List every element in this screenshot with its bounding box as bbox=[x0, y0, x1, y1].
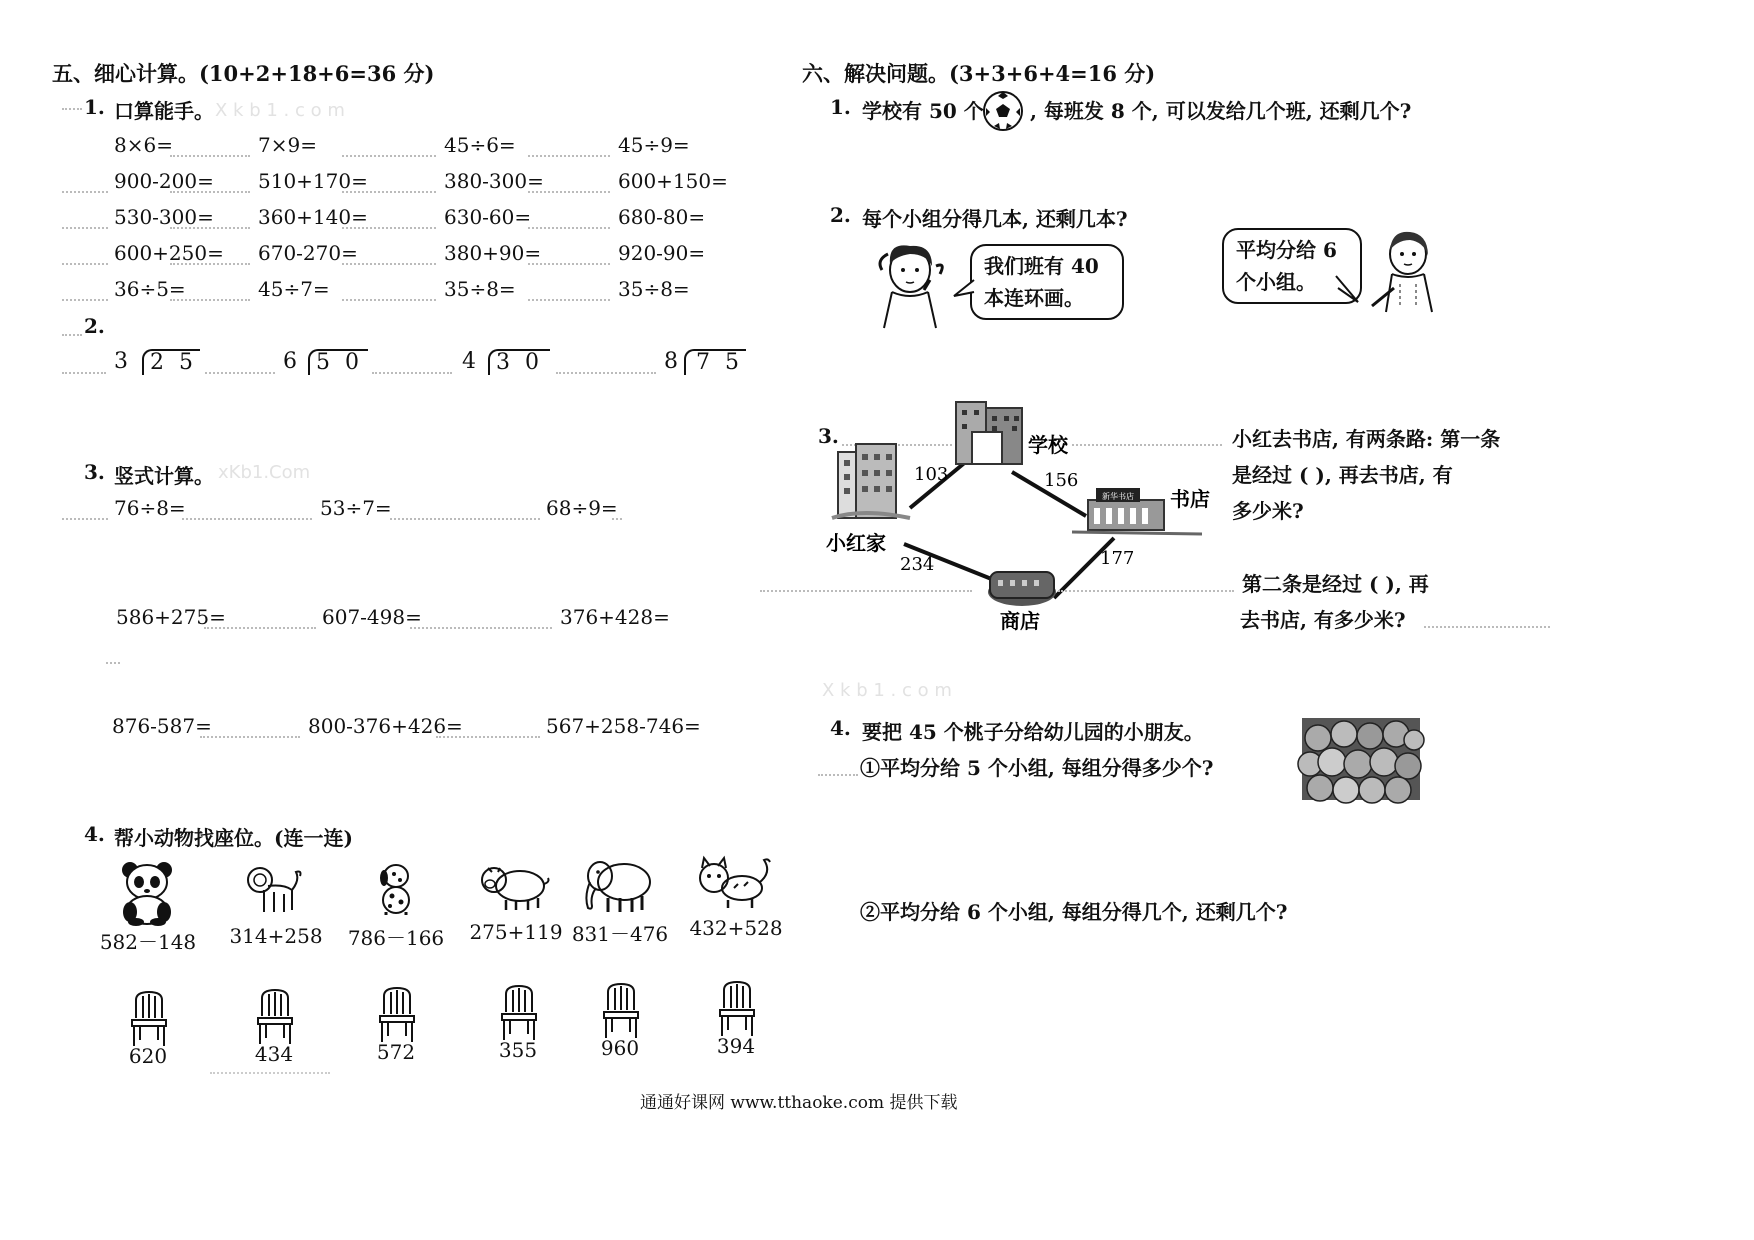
chair-number: 434 bbox=[254, 1042, 294, 1066]
dividend: 5 0 bbox=[316, 350, 363, 375]
svg-text:新华书店: 新华书店 bbox=[1102, 492, 1134, 501]
animal-expression: 582－148 bbox=[99, 930, 197, 954]
oral-calc-item: 670-270= bbox=[258, 241, 358, 265]
chair-icon bbox=[376, 986, 418, 1044]
panda-icon bbox=[118, 860, 176, 926]
speech-bubble-left: 我们班有 40 本连环画。 bbox=[970, 244, 1124, 320]
oral-calc-item: 35÷8= bbox=[444, 277, 516, 301]
calc-item: 68÷9= bbox=[546, 496, 618, 520]
shop-building-icon bbox=[988, 572, 1056, 606]
chair-icon bbox=[254, 988, 296, 1046]
dividend: 7 5 bbox=[696, 350, 743, 375]
chair-icon bbox=[128, 990, 170, 1048]
animal-expression: 786－166 bbox=[347, 926, 445, 950]
r-q3-text-line: 是经过 ( ), 再去书店, 有 bbox=[1232, 463, 1453, 487]
lion-icon bbox=[244, 866, 306, 918]
calc-item: 567+258-746= bbox=[546, 714, 701, 738]
oral-calc-item: 360+140= bbox=[258, 205, 368, 229]
speech-bubble-right: 平均分给 6 个小组。 bbox=[1222, 228, 1362, 304]
svg-text:书店: 书店 bbox=[1170, 487, 1210, 511]
chair-number: 572 bbox=[376, 1040, 416, 1064]
divisor: 4 bbox=[462, 349, 476, 374]
calc-item: 586+275= bbox=[116, 605, 226, 629]
oral-calc-item: 45÷9= bbox=[618, 133, 690, 157]
dividend: 2 5 bbox=[150, 350, 197, 375]
oral-calc-item: 35÷8= bbox=[618, 277, 690, 301]
oral-calc-item: 45÷6= bbox=[444, 133, 516, 157]
svg-text:小红家: 小红家 bbox=[826, 531, 886, 555]
watermark: X k b 1 . c o m bbox=[822, 680, 952, 701]
home-building-icon bbox=[832, 444, 910, 518]
oral-calc-item: 510+170= bbox=[258, 169, 368, 193]
r-q1-text-b: , 每班发 8 个, 可以发给几个班, 还剩几个? bbox=[1030, 99, 1412, 123]
peaches-photo bbox=[1302, 718, 1420, 800]
oral-calc-item: 680-80= bbox=[618, 205, 706, 229]
girl-right-icon bbox=[1366, 228, 1446, 314]
oral-calc-item: 380+90= bbox=[444, 241, 542, 265]
section-six-title: 六、解决问题。(3+3+6+4=16 分) bbox=[802, 61, 1156, 86]
watermark: X k b 1 . c o m bbox=[215, 100, 345, 121]
svg-text:学校: 学校 bbox=[1028, 433, 1068, 457]
oral-calc-item: 920-90= bbox=[618, 241, 706, 265]
bubble-tail bbox=[954, 280, 976, 306]
q3-label: 3. bbox=[84, 460, 105, 484]
calc-item: 607-498= bbox=[322, 605, 422, 629]
animal-expression: 432+528 bbox=[689, 916, 783, 940]
r-q1-text-a: 学校有 50 个 bbox=[862, 99, 984, 123]
dog-icon bbox=[372, 862, 420, 916]
oral-calc-item: 8×6= bbox=[114, 133, 173, 157]
divisor: 3 bbox=[114, 349, 128, 374]
r-q3-label: 3. bbox=[818, 424, 839, 448]
chair-number: 620 bbox=[128, 1044, 168, 1068]
cat-icon bbox=[694, 854, 774, 910]
animal-expression: 275+119 bbox=[469, 920, 563, 944]
oral-calc-item: 380-300= bbox=[444, 169, 544, 193]
dividend: 3 0 bbox=[496, 350, 543, 375]
school-building-icon bbox=[956, 402, 1022, 464]
calc-item: 800-376+426= bbox=[308, 714, 463, 738]
chair-number: 960 bbox=[600, 1036, 640, 1060]
r-q3-text2-line: 去书店, 有多少米? bbox=[1240, 608, 1406, 632]
q4-label: 4. bbox=[84, 822, 105, 846]
r-q2-label: 2. bbox=[830, 203, 851, 227]
chair-number: 394 bbox=[716, 1034, 756, 1058]
animal-expression: 314+258 bbox=[229, 924, 323, 948]
q1-label: 1. bbox=[84, 95, 105, 119]
divisor: 6 bbox=[283, 349, 297, 374]
elephant-icon bbox=[580, 856, 656, 914]
oral-calc-item: 7×9= bbox=[258, 133, 317, 157]
route-map bbox=[822, 396, 1210, 636]
q3-title: 竖式计算。 bbox=[114, 464, 214, 488]
q2-label: 2. bbox=[84, 314, 105, 338]
chair-icon bbox=[600, 982, 642, 1040]
r-q4-sub2: ②平均分给 6 个小组, 每组分得几个, 还剩几个? bbox=[860, 900, 1288, 924]
oral-calc-item: 45÷7= bbox=[258, 277, 330, 301]
svg-text:177: 177 bbox=[1100, 548, 1135, 569]
r-q2-text: 每个小组分得几本, 还剩几本? bbox=[862, 207, 1128, 231]
animal-expression: 831－476 bbox=[571, 922, 669, 946]
divisor: 8 bbox=[664, 349, 678, 374]
svg-text:156: 156 bbox=[1044, 470, 1079, 491]
svg-text:商店: 商店 bbox=[1000, 609, 1040, 633]
section-five-title: 五、细心计算。(10+2+18+6=36 分) bbox=[52, 61, 435, 86]
svg-text:103: 103 bbox=[914, 464, 949, 485]
r-q4-sub1: ①平均分给 5 个小组, 每组分得多少个? bbox=[860, 756, 1214, 780]
pig-icon bbox=[476, 862, 552, 912]
footer-text: 通通好课网 www.tthaoke.com 提供下载 bbox=[640, 1093, 958, 1113]
r-q3-text-line: 小红去书店, 有两条路: 第一条 bbox=[1232, 427, 1501, 451]
svg-text:234: 234 bbox=[900, 554, 935, 575]
r-q1-label: 1. bbox=[830, 95, 851, 119]
chair-icon bbox=[716, 980, 758, 1038]
r-q4-text: 要把 45 个桃子分给幼儿园的小朋友。 bbox=[862, 720, 1204, 744]
calc-item: 376+428= bbox=[560, 605, 670, 629]
watermark: xKb1.Com bbox=[218, 462, 311, 483]
soccer-ball-icon bbox=[982, 90, 1024, 132]
chair-icon bbox=[498, 984, 540, 1042]
r-q3-text-line: 多少米? bbox=[1232, 499, 1304, 523]
oral-calc-item: 900-200= bbox=[114, 169, 214, 193]
chair-number: 355 bbox=[498, 1038, 538, 1062]
oral-calc-item: 630-60= bbox=[444, 205, 532, 229]
q1-title: 口算能手。 bbox=[114, 99, 214, 123]
bubble-tail bbox=[1336, 276, 1360, 304]
q4-title: 帮小动物找座位。(连一连) bbox=[114, 826, 353, 850]
calc-item: 53÷7= bbox=[320, 496, 392, 520]
oral-calc-item: 600+150= bbox=[618, 169, 728, 193]
calc-item: 76÷8= bbox=[114, 496, 186, 520]
r-q3-text2-line: 第二条是经过 ( ), 再 bbox=[1242, 572, 1429, 596]
oral-calc-item: 530-300= bbox=[114, 205, 214, 229]
calc-item: 876-587= bbox=[112, 714, 212, 738]
oral-calc-item: 36÷5= bbox=[114, 277, 186, 301]
r-q4-label: 4. bbox=[830, 716, 851, 740]
oral-calc-item: 600+250= bbox=[114, 241, 224, 265]
girl-left-icon bbox=[874, 240, 954, 330]
